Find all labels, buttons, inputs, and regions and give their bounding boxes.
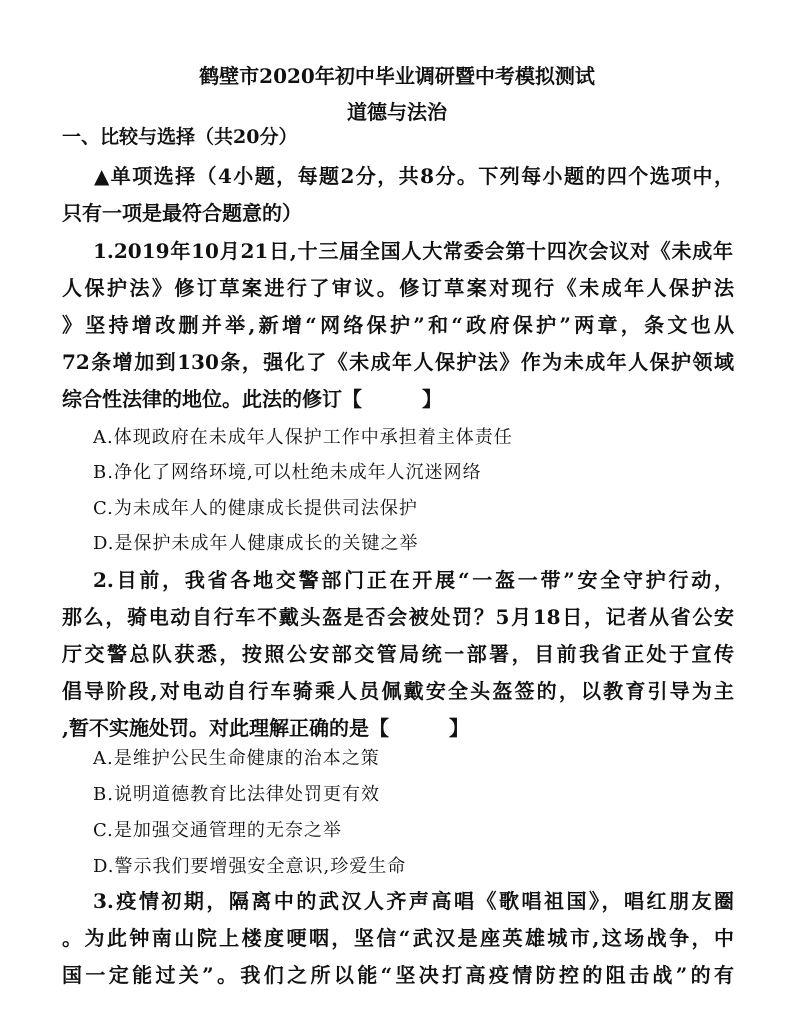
subject-title: 道德与法治 [347,100,447,124]
question-2-option-b: B.说明道德教育比法律处罚更有效 [93,784,380,805]
exam-title: 鹤壁市2020年初中毕业调研暨中考模拟测试 [199,64,595,88]
question-3-line: 。为此钟南山院上楼度哽咽，坚信“武汉是座英雄城市,这场战争，中 [62,926,734,950]
question-1-line: 》坚持增改删并举,新增“网络保护”和“政府保护”两章，条文也从 [62,313,734,337]
question-1-line: 72条增加到130条，强化了《未成年人保护法》作为未成年人保护领域 [62,350,734,374]
question-2-line: 厅交警总队获悉，按照公安部交管局统一部署，目前我省正处于宣传 [62,642,734,666]
section-heading: 一、比较与选择（共20分） [62,126,298,148]
question-2-line: 那么，骑电动自行车不戴头盔是否会被处罚？5月18日，记者从省公安 [62,605,734,629]
question-1-option-a: A.体现政府在未成年人保护工作中承担着主体责任 [93,427,513,448]
instruction-line: 只有一项是最符合题意的） [62,201,302,225]
question-2-line: ,暂不实施处罚。对此理解正确的是【 】 [62,716,469,740]
question-1-option-d: D.是保护未成年人健康成长的关键之举 [93,533,419,554]
question-1-option-c: C.为未成年人的健康成长提供司法保护 [93,498,418,519]
question-2-option-c: C.是加强交通管理的无奈之举 [93,820,342,841]
question-1-line: 综合性法律的地位。此法的修订【 】 [62,387,442,411]
question-2-line: 2.目前，我省各地交警部门正在开展“一盔一带”安全守护行动， [93,568,734,592]
question-2-line: 倡导阶段,对电动自行车骑乘人员佩戴安全头盔签的，以教育引导为主 [62,679,734,703]
question-1-line: 1.2019年10月21日,十三届全国人大常委会第十四次会议对《未成年 [93,239,733,263]
question-1-line: 人保护法》修订草案进行了审议。修订草案对现行《未成年人保护法 [62,276,734,300]
question-1-option-b: B.净化了网络环境,可以杜绝未成年人沉迷网络 [93,462,482,483]
instruction-line: ▲单项选择（4小题，每题2分，共8分。下列每小题的四个选项中， [94,164,734,188]
question-2-option-d: D.警示我们要增强安全意识,珍爱生命 [93,856,407,877]
question-3-line: 国一定能过关”。我们之所以能“坚决打高疫情防控的阻击战”的有 [62,963,734,987]
question-2-option-a: A.是维护公民生命健康的治本之策 [93,748,380,769]
question-3-line: 3.疫情初期，隔离中的武汉人齐声高唱《歌唱祖国》，唱红朋友圈 [93,889,734,913]
